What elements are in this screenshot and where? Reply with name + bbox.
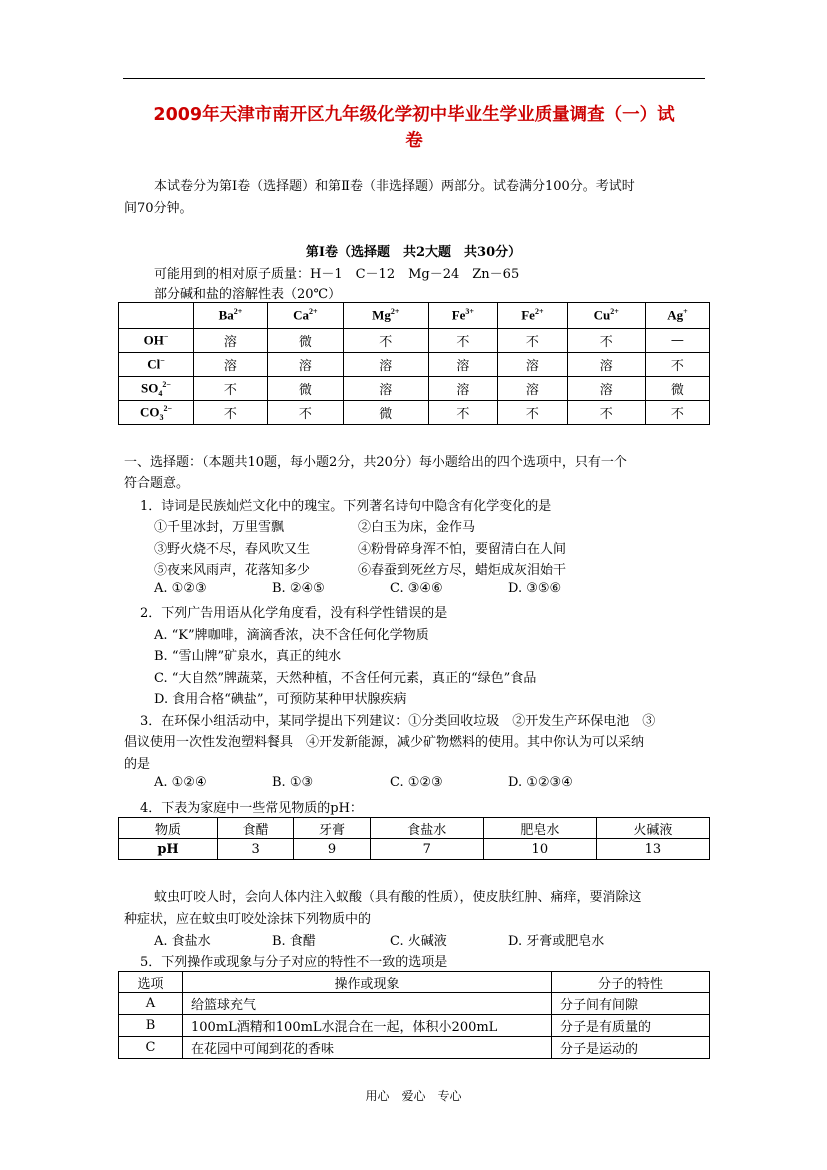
ph-value-cell: 7 (370, 839, 483, 860)
solubility-cell: 溶 (343, 377, 428, 401)
solubility-cell: 溶 (194, 329, 268, 353)
atomic-masses: 可能用到的相对原子质量：H－1 C－12 Mg－24 Zn－65 (154, 267, 520, 282)
solubility-cell: 不 (428, 401, 498, 425)
solubility-table (118, 302, 710, 425)
q3-stem-line2: 倡议使用一次性发泡塑料餐具 ④开发新能源，减少矿物燃料的使用。其中你认为可以采纳 (124, 735, 645, 750)
ph-table (118, 817, 710, 860)
q5-property-cell: 分子是运动的 (552, 1037, 710, 1059)
q4-stem: 4．下表为家庭中一些常见物质的pH： (140, 801, 363, 816)
solubility-row (119, 329, 710, 353)
q5-phenomenon-cell: 100mL酒精和100mL水混合在一起，体积小200mL (183, 1015, 552, 1037)
ph-table-value-row (119, 839, 710, 860)
q3-stem-line3: 的是 (124, 757, 151, 772)
q4-option-d: D. 牙膏或肥皂水 (508, 934, 605, 949)
ph-value-cell: 3 (218, 839, 294, 860)
intro-line1: 本试卷分为第Ⅰ卷（选择题）和第Ⅱ卷（非选择题）两部分。试卷满分100分。考试时 (154, 179, 635, 194)
solubility-cell: 溶 (428, 377, 498, 401)
solubility-cell: 溶 (343, 353, 428, 377)
solubility-cell: 溶 (267, 353, 343, 377)
solubility-caption: 部分碱和盐的溶解性表（20℃） (154, 287, 342, 302)
solubility-cell: 不 (194, 401, 268, 425)
solubility-cell: 不 (267, 401, 343, 425)
q5-stem: 5．下列操作或现象与分子对应的特性不一致的选项是 (140, 955, 448, 970)
anion-label-cell: OH− (119, 329, 194, 353)
q1-option-a: A. ①②③ (154, 581, 207, 596)
part1-heading: 第Ⅰ卷（选择题 共2大题 共30分） (305, 245, 522, 260)
q5-option-cell: A (119, 993, 183, 1015)
q1-stem: 1．诗词是民族灿烂文化中的瑰宝。下列著名诗句中隐含有化学变化的是 (140, 499, 552, 514)
q1-poem-5: ⑤夜来风雨声，花落知多少 (154, 563, 311, 578)
q3-option-d: D. ①②③④ (508, 775, 573, 790)
q4-text-line2: 种症状，应在蚊虫叮咬处涂抹下列物质中的 (124, 912, 372, 927)
q4-option-a: A. 食盐水 (154, 934, 211, 949)
document-title-line1: 2009年天津市南开区九年级化学初中毕业生学业质量调查（一）试 (153, 105, 675, 125)
page-footer: 用心 爱心 专心 (365, 1089, 462, 1103)
q1-poem-1: ①千里冰封，万里雪飘 (154, 520, 285, 535)
ph-header-cell: 食醋 (218, 818, 294, 839)
q2-stem: 2．下列广告用语从化学角度看，没有科学性错误的是 (140, 606, 448, 621)
q4-option-c: C. 火碱液 (390, 934, 447, 949)
solubility-cell: 微 (267, 329, 343, 353)
q5-table-row (119, 1037, 710, 1059)
ph-header-cell: 物质 (119, 818, 218, 839)
cation-header-cell: $Ba^{2+}$ (194, 303, 268, 329)
solubility-cell: 溶 (567, 353, 645, 377)
solubility-cell: 不 (194, 377, 268, 401)
ph-value-cell: 9 (294, 839, 370, 860)
q1-option-b: B. ②④⑤ (272, 581, 325, 596)
solubility-header-row (119, 303, 710, 329)
solubility-cell: 溶 (428, 353, 498, 377)
cation-header-cell: $Fe^{2+}$ (498, 303, 568, 329)
q2-option-d: D. 食用合格“碘盐”，可预防某种甲状腺疾病 (154, 692, 407, 707)
q5-option-cell: C (119, 1037, 183, 1059)
q2-option-c: C. “大自然”牌蔬菜，天然种植，不含任何元素，真正的“绿色”食品 (154, 671, 537, 686)
cation-header-cell: $Fe^{3+}$ (428, 303, 498, 329)
q3-option-b: B. ①③ (272, 775, 314, 790)
ph-table-header-row (119, 818, 710, 839)
q1-poem-4: ④粉骨碎身浑不怕，要留清白在人间 (358, 542, 567, 557)
q1-option-c: C. ③④⑥ (390, 581, 443, 596)
q4-option-b: B. 食醋 (272, 934, 316, 949)
q5-table-row (119, 1015, 710, 1037)
intro-line2: 间70分钟。 (124, 201, 193, 216)
anion-label-cell: $SO_4^{2-}$ (119, 377, 194, 401)
q1-option-d: D. ③⑤⑥ (508, 581, 562, 596)
ph-header-cell: 牙膏 (294, 818, 370, 839)
q5-property-cell: 分子是有质量的 (552, 1015, 710, 1037)
solubility-cell: 不 (343, 329, 428, 353)
ph-header-cell: 食盐水 (370, 818, 483, 839)
q2-option-a: A. “K”牌咖啡，滴滴香浓，决不含任何化学物质 (154, 628, 429, 643)
solubility-cell: 不 (428, 329, 498, 353)
solubility-cell: 不 (645, 401, 709, 425)
ph-header-cell: 肥皂水 (483, 818, 596, 839)
ph-header-cell: 火碱液 (596, 818, 709, 839)
anion-label-cell: $CO_3^{2-}$ (119, 401, 194, 425)
solubility-cell: — (645, 329, 709, 353)
q1-poem-6: ⑥春蚕到死丝方尽，蜡炬成灰泪始干 (358, 563, 567, 578)
anion-label-cell: Cl− (119, 353, 194, 377)
solubility-cell: 不 (567, 329, 645, 353)
q3-stem-line1: 3．在环保小组活动中，某同学提出下列建议：①分类回收垃圾 ②开发生产环保电池 ③ (140, 714, 656, 729)
q5-header-cell: 操作或现象 (183, 972, 552, 993)
cation-header-cell: $Cu^{2+}$ (567, 303, 645, 329)
header-rule (123, 78, 705, 79)
solubility-cell: 不 (567, 401, 645, 425)
molecule-properties-table (118, 971, 710, 1059)
q1-poem-3: ③野火烧不尽，春风吹又生 (154, 542, 311, 557)
solubility-cell: 不 (498, 329, 568, 353)
solubility-row (119, 401, 710, 425)
solubility-cell: 溶 (498, 377, 568, 401)
solubility-corner-cell (119, 303, 194, 329)
solubility-cell: 微 (343, 401, 428, 425)
q1-poem-2: ②白玉为床，金作马 (358, 520, 476, 535)
q5-option-cell: B (119, 1015, 183, 1037)
solubility-cell: 不 (645, 353, 709, 377)
q5-phenomenon-cell: 在花园中可闻到花的香味 (183, 1037, 552, 1059)
q5-header-cell: 分子的特性 (552, 972, 710, 993)
cation-header-cell: $Mg^{2+}$ (343, 303, 428, 329)
cation-header-cell: $Ca^{2+}$ (267, 303, 343, 329)
solubility-cell: 溶 (498, 353, 568, 377)
ph-value-cell: 13 (596, 839, 709, 860)
q3-option-c: C. ①②③ (390, 775, 443, 790)
solubility-cell: 溶 (194, 353, 268, 377)
cation-header-cell: Ag+ (645, 303, 709, 329)
ph-row-label: pH (119, 839, 218, 860)
q4-text-line1: 蚊虫叮咬人时，会向人体内注入蚁酸（具有酸的性质），使皮肤红肿、痛痒，要消除这 (154, 890, 642, 905)
q5-header-cell: 选项 (119, 972, 183, 993)
document-title-line2: 卷 (405, 131, 423, 151)
q5-table-header-row (119, 972, 710, 993)
solubility-cell: 微 (645, 377, 709, 401)
solubility-row (119, 353, 710, 377)
section1-instructions-line1: 一、选择题：（本题共10题，每小题2分，共20分）每小题给出的四个选项中，只有一个 (124, 455, 627, 470)
q5-property-cell: 分子间有间隙 (552, 993, 710, 1015)
q2-option-b: B. “雪山牌”矿泉水，真正的纯水 (154, 649, 342, 664)
solubility-cell: 不 (498, 401, 568, 425)
section1-instructions-line2: 符合题意。 (124, 476, 190, 491)
q5-table-row (119, 993, 710, 1015)
ph-value-cell: 10 (483, 839, 596, 860)
q5-phenomenon-cell: 给篮球充气 (183, 993, 552, 1015)
q3-option-a: A. ①②④ (154, 775, 207, 790)
solubility-row (119, 377, 710, 401)
solubility-cell: 溶 (567, 377, 645, 401)
solubility-cell: 微 (267, 377, 343, 401)
